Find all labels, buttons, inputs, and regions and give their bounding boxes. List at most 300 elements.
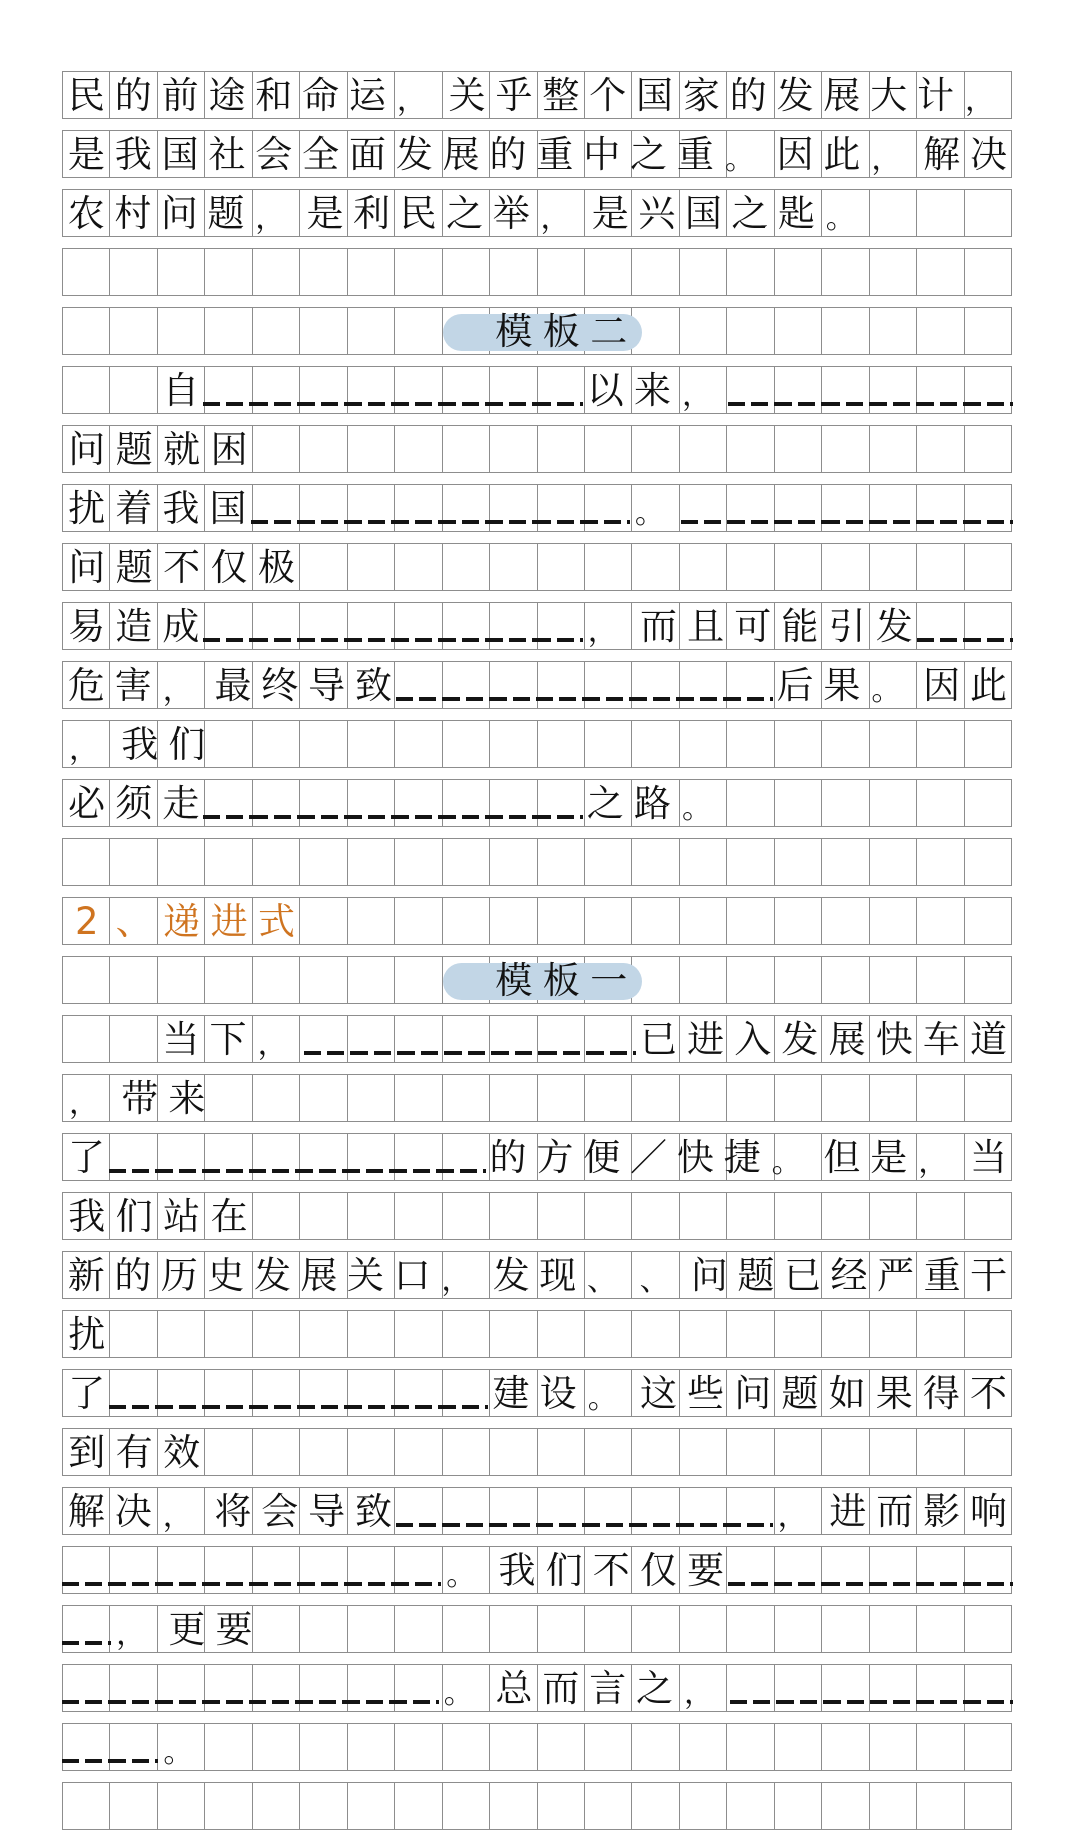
grid-cell[interactable] — [632, 1370, 679, 1416]
grid-cell[interactable] — [917, 721, 964, 767]
grid-cell[interactable] — [917, 544, 964, 590]
grid-cell[interactable] — [870, 1370, 917, 1416]
grid-cell[interactable] — [917, 485, 964, 531]
grid-cell[interactable] — [585, 1783, 632, 1829]
grid-cell[interactable] — [727, 1134, 774, 1180]
grid-cell[interactable] — [917, 1488, 964, 1534]
grid-cell[interactable] — [348, 1252, 395, 1298]
grid-cell[interactable] — [870, 603, 917, 649]
grid-cell[interactable] — [680, 1016, 727, 1062]
grid-cell[interactable] — [205, 1606, 252, 1652]
grid-cell[interactable] — [205, 308, 252, 354]
grid-cell[interactable] — [300, 249, 347, 295]
grid-cell[interactable] — [395, 1783, 442, 1829]
grid-cell[interactable] — [680, 1134, 727, 1180]
grid-cell[interactable] — [348, 1370, 395, 1416]
grid-row[interactable] — [62, 130, 1012, 178]
grid-cell[interactable] — [632, 131, 679, 177]
grid-cell[interactable] — [538, 1665, 585, 1711]
grid-cell[interactable] — [822, 1665, 869, 1711]
grid-row[interactable] — [62, 779, 1012, 827]
grid-cell[interactable] — [490, 662, 537, 708]
grid-cell[interactable] — [395, 308, 442, 354]
grid-cell[interactable] — [395, 1016, 442, 1062]
grid-cell[interactable] — [205, 1547, 252, 1593]
grid-cell[interactable] — [538, 1075, 585, 1121]
grid-cell[interactable] — [110, 1193, 157, 1239]
grid-cell[interactable] — [63, 308, 110, 354]
grid-cell[interactable] — [300, 780, 347, 826]
grid-cell[interactable] — [63, 72, 110, 118]
grid-cell[interactable] — [775, 1783, 822, 1829]
grid-cell[interactable] — [870, 367, 917, 413]
grid-cell[interactable] — [585, 1193, 632, 1239]
grid-row[interactable] — [62, 1546, 1012, 1594]
grid-cell[interactable] — [775, 308, 822, 354]
grid-cell[interactable] — [253, 72, 300, 118]
grid-cell[interactable] — [348, 1606, 395, 1652]
grid-cell[interactable] — [965, 1547, 1012, 1593]
grid-cell[interactable] — [63, 1547, 110, 1593]
grid-cell[interactable] — [490, 367, 537, 413]
grid-cell[interactable] — [870, 485, 917, 531]
grid-cell[interactable] — [490, 603, 537, 649]
grid-cell[interactable] — [348, 1547, 395, 1593]
grid-cell[interactable] — [443, 839, 490, 885]
grid-cell[interactable] — [63, 1193, 110, 1239]
grid-cell[interactable] — [727, 662, 774, 708]
grid-cell[interactable] — [965, 367, 1012, 413]
grid-cell[interactable] — [822, 1370, 869, 1416]
grid-cell[interactable] — [253, 544, 300, 590]
grid-cell[interactable] — [490, 1665, 537, 1711]
grid-cell[interactable] — [965, 544, 1012, 590]
grid-cell[interactable] — [205, 544, 252, 590]
grid-cell[interactable] — [300, 957, 347, 1003]
grid-cell[interactable] — [253, 485, 300, 531]
grid-cell[interactable] — [822, 1075, 869, 1121]
grid-row[interactable] — [62, 189, 1012, 237]
grid-cell[interactable] — [727, 1429, 774, 1475]
grid-cell[interactable] — [205, 1429, 252, 1475]
grid-cell[interactable] — [538, 485, 585, 531]
grid-cell[interactable] — [110, 603, 157, 649]
grid-cell[interactable] — [63, 1311, 110, 1357]
grid-cell[interactable] — [965, 780, 1012, 826]
grid-row[interactable] — [62, 307, 1012, 355]
grid-cell[interactable] — [300, 662, 347, 708]
grid-cell[interactable] — [443, 544, 490, 590]
grid-cell[interactable] — [538, 839, 585, 885]
grid-cell[interactable] — [680, 1370, 727, 1416]
grid-cell[interactable] — [727, 1488, 774, 1534]
grid-cell[interactable] — [443, 1724, 490, 1770]
grid-cell[interactable] — [158, 190, 205, 236]
grid-cell[interactable] — [158, 485, 205, 531]
grid-cell[interactable] — [775, 485, 822, 531]
grid-cell[interactable] — [300, 308, 347, 354]
grid-cell[interactable] — [395, 721, 442, 767]
grid-cell[interactable] — [348, 780, 395, 826]
grid-cell[interactable] — [110, 1783, 157, 1829]
grid-cell[interactable] — [110, 426, 157, 472]
grid-cell[interactable] — [917, 1016, 964, 1062]
grid-cell[interactable] — [775, 72, 822, 118]
grid-cell[interactable] — [822, 367, 869, 413]
grid-cell[interactable] — [822, 898, 869, 944]
grid-cell[interactable] — [870, 1016, 917, 1062]
grid-cell[interactable] — [965, 898, 1012, 944]
grid-cell[interactable] — [680, 72, 727, 118]
grid-cell[interactable] — [585, 72, 632, 118]
grid-cell[interactable] — [490, 1488, 537, 1534]
grid-cell[interactable] — [63, 485, 110, 531]
grid-cell[interactable] — [110, 1488, 157, 1534]
grid-cell[interactable] — [965, 308, 1012, 354]
grid-cell[interactable] — [680, 1488, 727, 1534]
grid-cell[interactable] — [348, 1193, 395, 1239]
grid-cell[interactable] — [632, 1783, 679, 1829]
grid-cell[interactable] — [348, 603, 395, 649]
grid-cell[interactable] — [395, 603, 442, 649]
grid-cell[interactable] — [205, 485, 252, 531]
grid-cell[interactable] — [63, 780, 110, 826]
grid-cell[interactable] — [727, 72, 774, 118]
grid-cell[interactable] — [253, 1724, 300, 1770]
grid-cell[interactable] — [300, 1311, 347, 1357]
grid-cell[interactable] — [253, 957, 300, 1003]
grid-cell[interactable] — [632, 1724, 679, 1770]
grid-cell[interactable] — [395, 544, 442, 590]
grid-cell[interactable] — [632, 839, 679, 885]
grid-cell[interactable] — [205, 72, 252, 118]
grid-cell[interactable] — [490, 1311, 537, 1357]
grid-cell[interactable] — [727, 1783, 774, 1829]
grid-cell[interactable] — [300, 1547, 347, 1593]
grid-cell[interactable] — [538, 1606, 585, 1652]
grid-cell[interactable] — [727, 839, 774, 885]
grid-cell[interactable] — [443, 603, 490, 649]
grid-cell[interactable] — [917, 662, 964, 708]
grid-cell[interactable] — [205, 1252, 252, 1298]
grid-cell[interactable] — [63, 898, 110, 944]
grid-cell[interactable] — [395, 662, 442, 708]
grid-cell[interactable] — [870, 308, 917, 354]
grid-cell[interactable] — [443, 1193, 490, 1239]
grid-cell[interactable] — [680, 308, 727, 354]
grid-cell[interactable] — [538, 1370, 585, 1416]
grid-cell[interactable] — [395, 131, 442, 177]
grid-cell[interactable] — [348, 426, 395, 472]
grid-cell[interactable] — [822, 1016, 869, 1062]
grid-cell[interactable] — [632, 1134, 679, 1180]
grid-cell[interactable] — [775, 1016, 822, 1062]
grid-cell[interactable] — [158, 839, 205, 885]
grid-row[interactable] — [62, 1369, 1012, 1417]
grid-cell[interactable] — [395, 1193, 442, 1239]
grid-cell[interactable] — [822, 662, 869, 708]
grid-cell[interactable] — [632, 1547, 679, 1593]
grid-row[interactable] — [62, 71, 1012, 119]
grid-cell[interactable] — [158, 1311, 205, 1357]
grid-cell[interactable] — [253, 1075, 300, 1121]
grid-cell[interactable] — [585, 1134, 632, 1180]
grid-cell[interactable] — [253, 190, 300, 236]
grid-cell[interactable] — [158, 1665, 205, 1711]
grid-cell[interactable] — [585, 1665, 632, 1711]
grid-cell[interactable] — [870, 131, 917, 177]
grid-cell[interactable] — [917, 780, 964, 826]
grid-cell[interactable] — [538, 1724, 585, 1770]
grid-cell[interactable] — [822, 1193, 869, 1239]
grid-cell[interactable] — [490, 426, 537, 472]
grid-cell[interactable] — [300, 544, 347, 590]
grid-cell[interactable] — [822, 1311, 869, 1357]
grid-cell[interactable] — [870, 898, 917, 944]
grid-cell[interactable] — [965, 1252, 1012, 1298]
grid-cell[interactable] — [632, 249, 679, 295]
grid-cell[interactable] — [822, 1488, 869, 1534]
grid-cell[interactable] — [727, 1370, 774, 1416]
grid-cell[interactable] — [110, 1429, 157, 1475]
grid-cell[interactable] — [680, 662, 727, 708]
grid-cell[interactable] — [917, 1429, 964, 1475]
grid-cell[interactable] — [443, 367, 490, 413]
grid-cell[interactable] — [205, 780, 252, 826]
grid-cell[interactable] — [63, 957, 110, 1003]
grid-cell[interactable] — [775, 1252, 822, 1298]
grid-cell[interactable] — [348, 1783, 395, 1829]
grid-cell[interactable] — [870, 1724, 917, 1770]
grid-cell[interactable] — [300, 1016, 347, 1062]
grid-cell[interactable] — [680, 1311, 727, 1357]
grid-cell[interactable] — [348, 1016, 395, 1062]
grid-cell[interactable] — [395, 190, 442, 236]
grid-cell[interactable] — [727, 308, 774, 354]
grid-cell[interactable] — [348, 485, 395, 531]
grid-cell[interactable] — [490, 1252, 537, 1298]
grid-cell[interactable] — [158, 131, 205, 177]
grid-cell[interactable] — [205, 426, 252, 472]
grid-cell[interactable] — [632, 426, 679, 472]
grid-cell[interactable] — [822, 485, 869, 531]
grid-cell[interactable] — [300, 131, 347, 177]
grid-cell[interactable] — [443, 1016, 490, 1062]
grid-cell[interactable] — [443, 1606, 490, 1652]
grid-cell[interactable] — [158, 603, 205, 649]
grid-cell[interactable] — [348, 1134, 395, 1180]
grid-cell[interactable] — [63, 426, 110, 472]
grid-cell[interactable] — [585, 898, 632, 944]
grid-cell[interactable] — [110, 957, 157, 1003]
grid-cell[interactable] — [585, 190, 632, 236]
grid-cell[interactable] — [585, 1606, 632, 1652]
grid-cell[interactable] — [917, 1134, 964, 1180]
grid-cell[interactable] — [585, 544, 632, 590]
grid-cell[interactable] — [822, 1724, 869, 1770]
grid-row[interactable] — [62, 1074, 1012, 1122]
grid-cell[interactable] — [63, 131, 110, 177]
grid-cell[interactable] — [348, 1488, 395, 1534]
grid-row[interactable] — [62, 897, 1012, 945]
grid-cell[interactable] — [253, 721, 300, 767]
grid-cell[interactable] — [680, 1606, 727, 1652]
grid-cell[interactable] — [443, 1252, 490, 1298]
grid-cell[interactable] — [775, 426, 822, 472]
grid-cell[interactable] — [443, 249, 490, 295]
grid-cell[interactable] — [632, 1075, 679, 1121]
grid-cell[interactable] — [775, 603, 822, 649]
grid-cell[interactable] — [158, 1488, 205, 1534]
grid-cell[interactable] — [348, 721, 395, 767]
grid-cell[interactable] — [110, 131, 157, 177]
grid-cell[interactable] — [443, 1429, 490, 1475]
grid-cell[interactable] — [585, 662, 632, 708]
grid-cell[interactable] — [253, 662, 300, 708]
grid-cell[interactable] — [490, 1429, 537, 1475]
grid-cell[interactable] — [680, 1665, 727, 1711]
grid-cell[interactable] — [63, 1606, 110, 1652]
grid-cell[interactable] — [348, 898, 395, 944]
grid-cell[interactable] — [870, 1665, 917, 1711]
grid-cell[interactable] — [205, 367, 252, 413]
grid-cell[interactable] — [348, 131, 395, 177]
grid-cell[interactable] — [680, 1724, 727, 1770]
grid-cell[interactable] — [300, 367, 347, 413]
grid-cell[interactable] — [110, 544, 157, 590]
grid-cell[interactable] — [348, 1429, 395, 1475]
grid-cell[interactable] — [253, 839, 300, 885]
grid-cell[interactable] — [63, 1724, 110, 1770]
grid-cell[interactable] — [538, 1016, 585, 1062]
grid-cell[interactable] — [443, 1134, 490, 1180]
grid-cell[interactable] — [870, 249, 917, 295]
grid-cell[interactable] — [490, 1016, 537, 1062]
grid-cell[interactable] — [538, 1252, 585, 1298]
grid-cell[interactable] — [965, 1016, 1012, 1062]
grid-cell[interactable] — [775, 1665, 822, 1711]
grid-row[interactable] — [62, 602, 1012, 650]
grid-cell[interactable] — [63, 367, 110, 413]
grid-cell[interactable] — [632, 662, 679, 708]
grid-cell[interactable] — [585, 1252, 632, 1298]
grid-cell[interactable] — [158, 898, 205, 944]
grid-cell[interactable] — [822, 603, 869, 649]
grid-cell[interactable] — [253, 603, 300, 649]
grid-cell[interactable] — [822, 1429, 869, 1475]
grid-cell[interactable] — [253, 426, 300, 472]
grid-cell[interactable] — [253, 1370, 300, 1416]
grid-cell[interactable] — [110, 898, 157, 944]
grid-cell[interactable] — [63, 839, 110, 885]
grid-cell[interactable] — [965, 721, 1012, 767]
grid-cell[interactable] — [585, 721, 632, 767]
grid-cell[interactable] — [300, 839, 347, 885]
grid-cell[interactable] — [158, 662, 205, 708]
grid-cell[interactable] — [632, 485, 679, 531]
grid-cell[interactable] — [205, 721, 252, 767]
grid-cell[interactable] — [443, 190, 490, 236]
grid-cell[interactable] — [727, 1311, 774, 1357]
grid-cell[interactable] — [63, 603, 110, 649]
grid-cell[interactable] — [917, 190, 964, 236]
grid-cell[interactable] — [395, 957, 442, 1003]
grid-cell[interactable] — [965, 1724, 1012, 1770]
grid-cell[interactable] — [253, 1547, 300, 1593]
grid-cell[interactable] — [205, 1665, 252, 1711]
grid-cell[interactable] — [680, 1547, 727, 1593]
grid-row[interactable] — [62, 1605, 1012, 1653]
grid-cell[interactable] — [300, 721, 347, 767]
grid-cell[interactable] — [538, 1429, 585, 1475]
grid-cell[interactable] — [490, 190, 537, 236]
grid-cell[interactable] — [822, 1606, 869, 1652]
grid-cell[interactable] — [538, 1311, 585, 1357]
grid-cell[interactable] — [443, 131, 490, 177]
grid-cell[interactable] — [870, 1488, 917, 1534]
grid-cell[interactable] — [632, 780, 679, 826]
grid-cell[interactable] — [253, 1606, 300, 1652]
grid-cell[interactable] — [158, 1016, 205, 1062]
grid-cell[interactable] — [727, 603, 774, 649]
grid-row[interactable] — [62, 425, 1012, 473]
grid-cell[interactable] — [490, 721, 537, 767]
grid-cell[interactable] — [63, 721, 110, 767]
grid-cell[interactable] — [158, 1783, 205, 1829]
grid-cell[interactable] — [205, 249, 252, 295]
grid-cell[interactable] — [917, 1193, 964, 1239]
grid-cell[interactable] — [158, 1134, 205, 1180]
grid-row[interactable] — [62, 1015, 1012, 1063]
grid-cell[interactable] — [158, 780, 205, 826]
grid-cell[interactable] — [822, 1134, 869, 1180]
grid-cell[interactable] — [110, 839, 157, 885]
grid-cell[interactable] — [538, 1134, 585, 1180]
grid-cell[interactable] — [253, 249, 300, 295]
grid-cell[interactable] — [538, 603, 585, 649]
grid-cell[interactable] — [110, 72, 157, 118]
grid-cell[interactable] — [538, 898, 585, 944]
grid-cell[interactable] — [348, 1665, 395, 1711]
grid-cell[interactable] — [395, 1724, 442, 1770]
grid-cell[interactable] — [632, 1193, 679, 1239]
grid-cell[interactable] — [253, 780, 300, 826]
grid-cell[interactable] — [822, 190, 869, 236]
grid-cell[interactable] — [205, 662, 252, 708]
grid-cell[interactable] — [965, 190, 1012, 236]
grid-cell[interactable] — [965, 72, 1012, 118]
grid-cell[interactable] — [253, 131, 300, 177]
grid-cell[interactable] — [538, 249, 585, 295]
grid-cell[interactable] — [632, 1429, 679, 1475]
grid-cell[interactable] — [585, 1724, 632, 1770]
grid-cell[interactable] — [727, 780, 774, 826]
grid-cell[interactable] — [822, 957, 869, 1003]
grid-cell[interactable] — [775, 131, 822, 177]
grid-row[interactable] — [62, 543, 1012, 591]
grid-cell[interactable] — [205, 1016, 252, 1062]
grid-cell[interactable] — [775, 1429, 822, 1475]
grid-cell[interactable] — [443, 1370, 490, 1416]
grid-cell[interactable] — [917, 1311, 964, 1357]
grid-cell[interactable] — [300, 1370, 347, 1416]
grid-cell[interactable] — [443, 1783, 490, 1829]
grid-row[interactable] — [62, 661, 1012, 709]
grid-cell[interactable] — [822, 1783, 869, 1829]
grid-cell[interactable] — [585, 426, 632, 472]
grid-cell[interactable] — [300, 1075, 347, 1121]
grid-cell[interactable] — [300, 603, 347, 649]
